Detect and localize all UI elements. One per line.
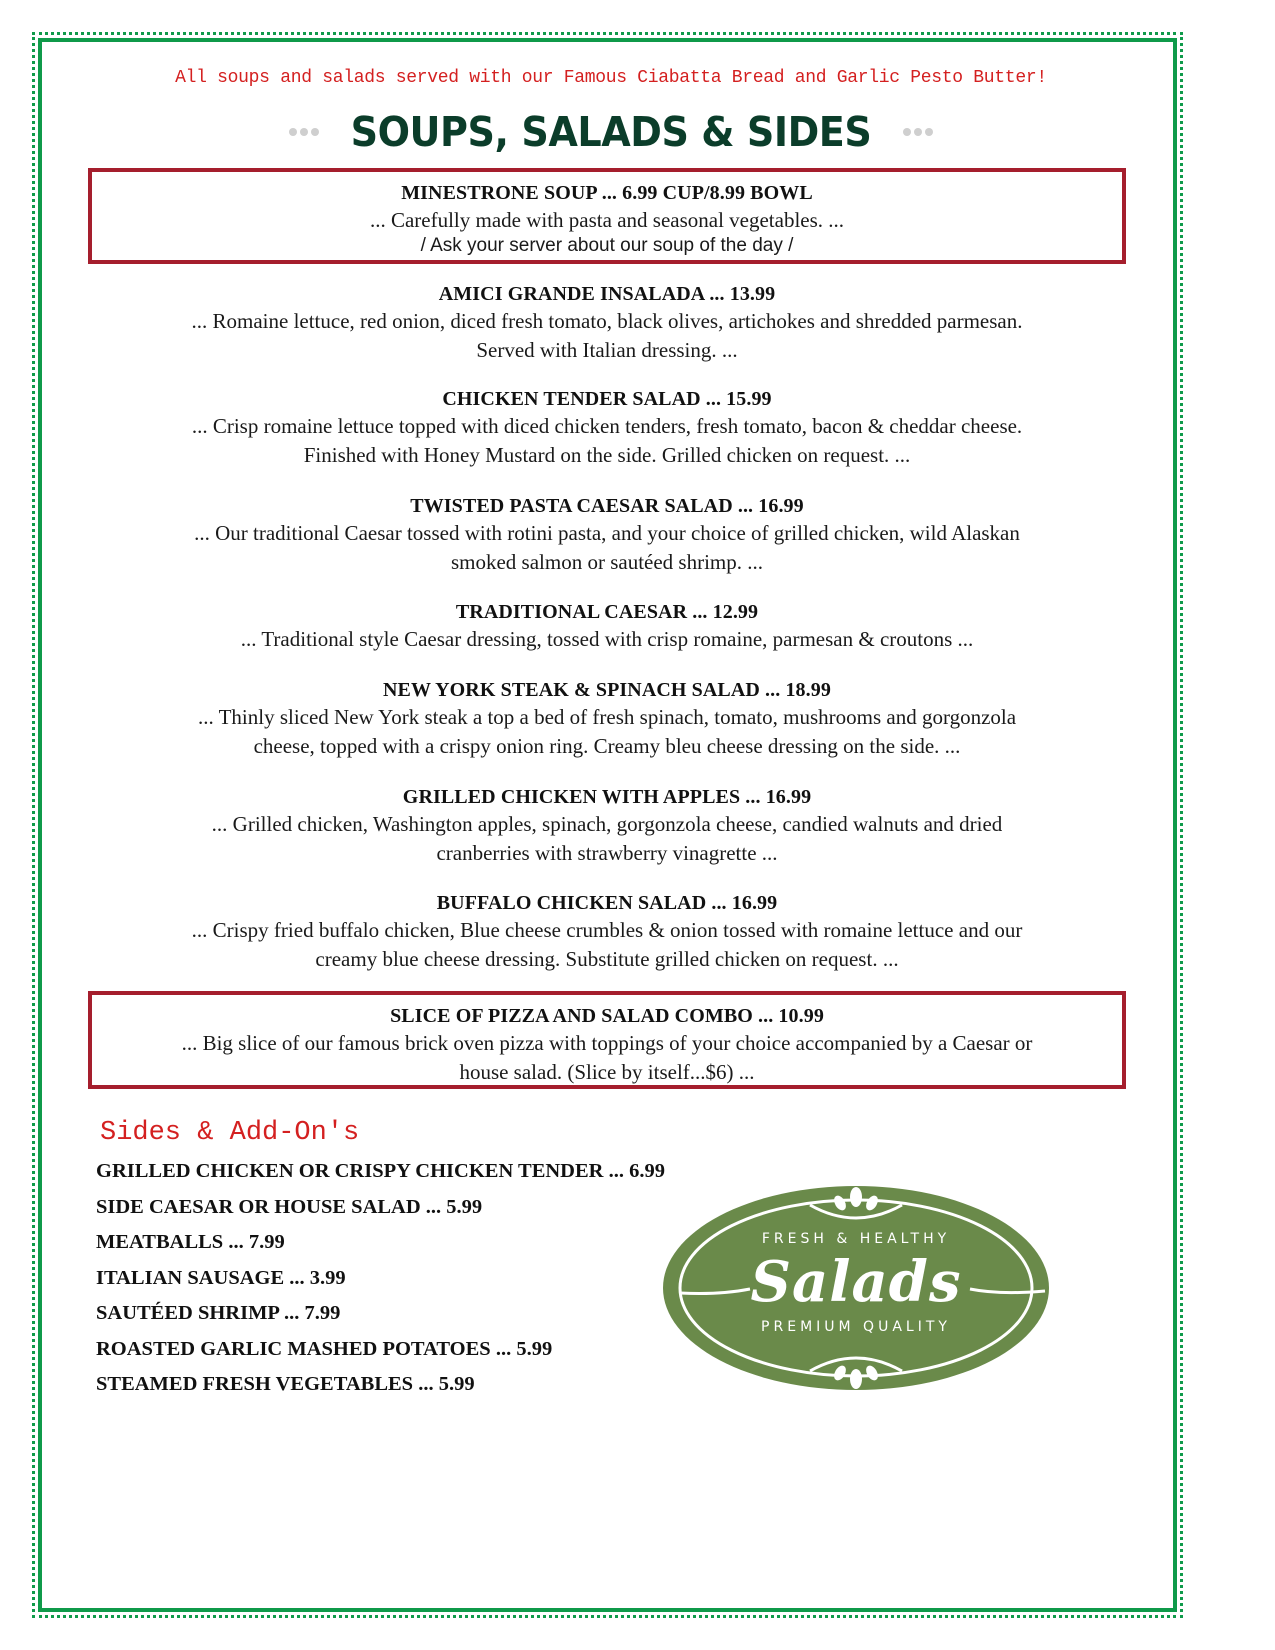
item-name: BUFFALO CHICKEN SALAD ... 16.99 [436,892,778,914]
sides-heading: Sides & Add-On's [100,1118,360,1148]
item-description: creamy blue cheese dressing. Substitute grilled chicken on request. ... [315,947,899,971]
item-note: / Ask your server about our soup of the day / [420,235,794,256]
side-item: MEATBALLS ... 7.99 [96,1231,285,1253]
item-description: ... Our traditional Caesar tossed with rotini pasta, and your choice of grilled chicken, wild Alaskan [194,521,1020,545]
item-description: Served with Italian dressing. ... [476,338,738,362]
item-description: ... Traditional style Caesar dressing, tossed with crisp romaine, parmesan & croutons ... [240,627,974,651]
menu-item [100,599,1114,654]
item-description: ... Thinly sliced New York steak a top a bed of fresh spinach, tomato, mushrooms and gorgonzola [197,705,1017,729]
item-description: cheese, topped with a crispy onion ring. Creamy bleu cheese dressing on the side. ... [253,734,961,758]
menu-item [100,386,1114,470]
featured-combo-box [88,991,1126,1089]
side-item: GRILLED CHICKEN OR CRISPY CHICKEN TENDER ... 6.99 [96,1160,665,1182]
logo-script-text: Salads [750,1249,962,1315]
menu-item [100,890,1114,974]
item-name: SLICE OF PIZZA AND SALAD COMBO ... 10.99 [390,1005,824,1027]
item-name: CHICKEN TENDER SALAD ... 15.99 [442,388,772,410]
menu-item [100,784,1114,868]
item-name: AMICI GRANDE INSALADA ... 13.99 [438,283,776,305]
salads-logo-badge [660,1183,1052,1393]
logo-bottom-text: PREMIUM QUALITY [761,1319,951,1335]
item-description: ... Grilled chicken, Washington apples, spinach, gorgonzola cheese, candied walnuts and dried [211,812,1003,836]
side-item: ROASTED GARLIC MASHED POTATOES ... 5.99 [96,1337,553,1360]
item-name: MINESTRONE SOUP ... 6.99 CUP/8.99 BOWL [401,182,813,204]
menu-item [100,677,1114,761]
item-description: ... Crisp romaine lettuce topped with diced chicken tenders, fresh tomato, bacon & cheddar cheese. [191,414,1023,438]
item-description: ... Carefully made with pasta and seasonal vegetables. ... [369,208,845,232]
menu-item [100,493,1114,577]
item-description: Finished with Honey Mustard on the side. Grilled chicken on request. ... [303,443,911,467]
item-description: smoked salmon or sautéed shrimp. ... [450,550,764,574]
sides-list [96,1156,665,1405]
featured-soup-box [88,168,1126,264]
item-name: GRILLED CHICKEN WITH APPLES ... 16.99 [402,786,812,808]
item-description: ... Big slice of our famous brick oven pizza with toppings of your choice accompanied by a Caesar or [181,1031,1033,1055]
dots-left-icon [289,128,319,136]
menu-item-pizza-combo [92,1003,1122,1087]
dots-right-icon [903,128,933,136]
side-item: STEAMED FRESH VEGETABLES ... 5.99 [96,1373,475,1395]
item-description: cranberries with strawberry vinagrette ... [436,841,778,865]
item-name: TWISTED PASTA CAESAR SALAD ... 16.99 [410,495,804,517]
side-item: SIDE CAESAR OR HOUSE SALAD ... 5.99 [96,1195,483,1218]
side-item: ITALIAN SAUSAGE ... 3.99 [96,1266,346,1289]
item-description: ... Romaine lettuce, red onion, diced fresh tomato, black olives, artichokes and shredded parmesan. [191,309,1023,333]
item-name: TRADITIONAL CAESAR ... 12.99 [455,601,759,623]
menu-item-minestrone [92,180,1122,258]
page-title: SOUPS, SALADS & SIDES [350,108,872,156]
logo-top-text: FRESH & HEALTHY [761,1231,951,1247]
item-description: ... Crispy fried buffalo chicken, Blue cheese crumbles & onion tossed with romaine lettuce and our [191,918,1023,942]
item-description: house salad. (Slice by itself...$6) ... [459,1060,755,1084]
menu-item [100,281,1114,365]
side-item: SAUTÉED SHRIMP ... 7.99 [96,1302,341,1324]
tagline: All soups and salads served with our Famous Ciabatta Bread and Garlic Pesto Butter! [175,68,1047,88]
item-name: NEW YORK STEAK & SPINACH SALAD ... 18.99 [383,679,831,701]
section-title-row [0,104,1222,160]
